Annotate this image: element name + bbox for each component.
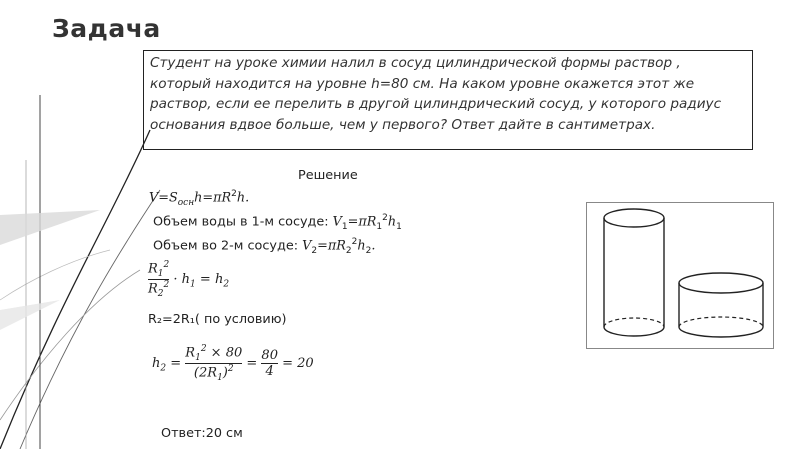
formula-part: h=πR — [194, 190, 232, 206]
vessel2-label: Объем во 2-м сосуде: — [153, 238, 303, 254]
formula-part: 2 — [157, 288, 164, 299]
solution-heading: Решение — [298, 168, 358, 183]
vessel2-volume-line — [153, 237, 375, 256]
formula-part: V=S — [149, 190, 178, 206]
vessel1-volume-line — [153, 213, 402, 232]
formula-part: h — [152, 355, 161, 371]
formula-part: 1 — [376, 221, 383, 232]
formula-part: R — [148, 281, 158, 297]
calc-fraction-1 — [185, 344, 242, 383]
formula-part: 2 — [163, 260, 170, 270]
formula-part: 2 — [160, 363, 167, 374]
formula-part: 1 — [190, 279, 196, 290]
formula-part: R — [148, 261, 158, 277]
formula-part: осн — [177, 197, 195, 208]
formula-part: 4 — [265, 363, 274, 379]
formula-part: 2 — [382, 213, 388, 223]
formula-part: =πR — [347, 214, 377, 230]
ratio-formula — [148, 260, 229, 299]
formula-part: = h — [195, 271, 224, 287]
formula-part: × 80 — [206, 345, 243, 361]
formula-part: 1 — [341, 221, 348, 232]
formula-part: ) — [222, 365, 228, 381]
formula-part: = — [246, 355, 262, 371]
formula-part: 2 — [163, 279, 170, 290]
vessel1-label: Объем воды в 1-м сосуде: — [153, 214, 333, 230]
formula-part: 2 — [345, 245, 352, 256]
formula-part: 2 — [200, 344, 207, 354]
formula-part: = — [166, 355, 186, 371]
cylinders-drawing — [587, 203, 773, 348]
formula-part: 1 — [217, 372, 223, 383]
formula-part: 2 — [311, 245, 318, 256]
formula-part: (2R — [193, 365, 218, 381]
formula-part: 2 — [223, 279, 230, 290]
formula-part: h. — [236, 190, 250, 206]
calculation-formula — [152, 344, 314, 383]
calc-fraction-2 — [261, 348, 278, 379]
task-statement: Студент на уроке химии налил в сосуд цилиндрической формы раствор , который находится на уровне h=80 см. На каком уровне окажется этот же раствор, если ее перелить в другой цилиндрический сосуд, у которого радиус основания вдвое больше, чем у первого? Ответ дайте в сантиметрах. — [143, 50, 753, 150]
formula-part: 1 — [195, 352, 201, 363]
formula-part: 80 — [261, 347, 278, 363]
formula-part: V — [302, 238, 312, 254]
formula-part: 2 — [365, 245, 372, 256]
formula-part: R — [185, 345, 196, 361]
formula-part: 2 — [227, 363, 234, 374]
formula-part: . — [371, 238, 376, 254]
formula-part: h — [357, 238, 366, 254]
formula-part: · h — [173, 271, 191, 287]
formula-part: = 20 — [282, 355, 314, 371]
answer-line: Ответ:20 см — [161, 426, 243, 441]
formula-part: 1 — [396, 221, 402, 232]
formula-part: 1 — [157, 268, 164, 279]
slide-title: Задача — [52, 14, 161, 43]
formula-part: h — [387, 214, 397, 230]
formula-part: V — [332, 214, 342, 230]
ratio-fraction — [148, 260, 169, 299]
formula-part: 2 — [231, 189, 237, 199]
cylinders-illustration — [586, 202, 774, 349]
formula-part: =πR — [317, 238, 346, 254]
formula-part: 2 — [351, 237, 358, 247]
volume-formula — [149, 189, 249, 208]
condition-line: R₂=2R₁( по условию) — [148, 312, 287, 327]
